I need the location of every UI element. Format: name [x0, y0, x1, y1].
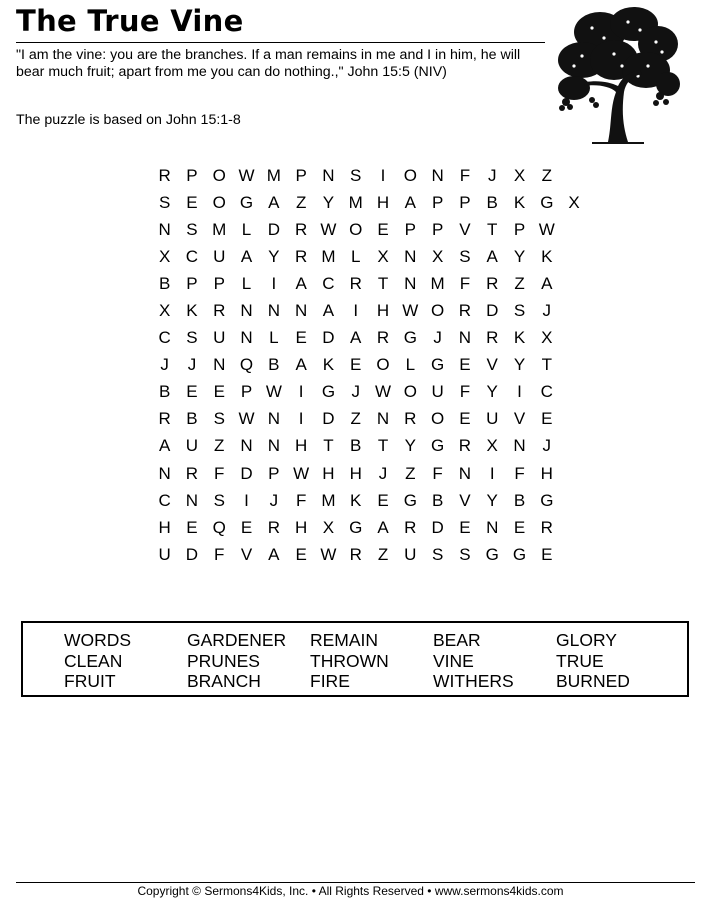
grid-letter[interactable]: D	[431, 517, 444, 537]
grid-letter[interactable]: Y	[404, 436, 416, 456]
grid-letter[interactable]: I	[244, 490, 249, 510]
grid-letter[interactable]: E	[186, 517, 198, 537]
grid-letter[interactable]: V	[486, 355, 498, 375]
grid-row	[151, 162, 588, 189]
grid-letter[interactable]: N	[240, 328, 253, 348]
grid-letter[interactable]: M	[266, 165, 281, 185]
grid-letter[interactable]: J	[378, 463, 388, 483]
grid-letter[interactable]: M	[321, 490, 336, 510]
grid-letter[interactable]: Y	[513, 246, 526, 266]
grid-letter[interactable]: N	[431, 165, 444, 185]
grid-letter[interactable]: D	[322, 409, 335, 429]
grid-letter[interactable]: S	[459, 246, 471, 266]
grid-letter[interactable]: S	[186, 328, 198, 348]
grid-letter[interactable]: W	[320, 544, 337, 564]
grid-letter[interactable]: U	[213, 328, 226, 348]
grid-letter[interactable]: F	[295, 490, 307, 510]
grid-letter[interactable]: W	[375, 382, 392, 402]
scripture-quote: "I am the vine: you are the branches. If a man remains in me and I in him, he will bear much fruit; apart from me you can do nothing.," John 15:5 (NIV)	[16, 47, 521, 80]
grid-letter[interactable]: P	[268, 463, 280, 483]
grid-letter[interactable]: O	[212, 165, 226, 185]
grid-letter[interactable]: N	[486, 517, 499, 537]
grid-letter[interactable]: H	[540, 463, 553, 483]
grid-letter[interactable]: G	[321, 382, 336, 402]
grid-letter[interactable]: N	[458, 463, 472, 483]
grid-letter[interactable]: H	[376, 301, 390, 321]
grid-letter[interactable]: U	[431, 382, 444, 402]
grid-letter[interactable]: H	[322, 463, 335, 483]
word-bank-item: WORDS	[64, 630, 132, 650]
grid-letter[interactable]: M	[430, 273, 445, 293]
grid-letter[interactable]: J	[351, 382, 360, 402]
grid-letter[interactable]: E	[295, 544, 307, 564]
grid-letter[interactable]: A	[158, 436, 171, 456]
word-bank-item: BEAR	[433, 630, 481, 650]
grid-letter[interactable]: K	[322, 355, 335, 375]
grid-letter[interactable]: D	[322, 328, 335, 348]
grid-letter[interactable]: J	[542, 436, 552, 456]
grid-letter[interactable]: L	[350, 246, 361, 266]
grid-letter[interactable]: N	[213, 355, 226, 375]
grid-letter[interactable]: B	[158, 273, 171, 293]
grid-letter[interactable]: X	[568, 192, 580, 212]
grid-letter[interactable]: T	[323, 436, 334, 456]
grid-letter[interactable]: Y	[486, 490, 498, 510]
grid-letter[interactable]: R	[294, 246, 308, 266]
grid-letter[interactable]: N	[404, 273, 417, 293]
grid-letter[interactable]: E	[186, 382, 198, 402]
title-divider	[16, 42, 545, 43]
grid-letter[interactable]: D	[240, 463, 253, 483]
grid-letter[interactable]: U	[486, 409, 499, 429]
grid-letter[interactable]: N	[458, 328, 472, 348]
grid-row	[151, 352, 588, 379]
grid-letter[interactable]: O	[403, 165, 417, 185]
grid-letter[interactable]: K	[186, 301, 198, 321]
grid-letter[interactable]: N	[376, 409, 390, 429]
grid-letter[interactable]: T	[487, 219, 498, 239]
grid-letter[interactable]: G	[540, 192, 554, 212]
grid-row	[151, 514, 588, 541]
grid-letter[interactable]: R	[158, 409, 171, 429]
grid-letter[interactable]: X	[541, 328, 553, 348]
grid-letter[interactable]: F	[514, 463, 525, 483]
word-bank-item: WITHERS	[433, 671, 514, 692]
grid-letter[interactable]: C	[158, 328, 171, 348]
grid-letter[interactable]: E	[459, 517, 471, 537]
grid-row	[151, 487, 588, 514]
grid-letter[interactable]: I	[353, 301, 359, 321]
grid-letter[interactable]: G	[431, 436, 445, 456]
grid-letter[interactable]: E	[541, 409, 553, 429]
grid-letter[interactable]: A	[295, 355, 307, 375]
grid-letter[interactable]: X	[322, 517, 335, 537]
grid-letter[interactable]: X	[377, 246, 389, 266]
grid-letter[interactable]: C	[540, 382, 553, 402]
grid-letter[interactable]: W	[238, 409, 255, 429]
grid-letter[interactable]: R	[158, 165, 171, 185]
grid-letter[interactable]: T	[541, 355, 552, 375]
grid-letter[interactable]: A	[322, 301, 335, 321]
grid-letter[interactable]: N	[185, 490, 199, 510]
grid-letter[interactable]: Z	[514, 273, 525, 293]
grid-letter[interactable]: H	[294, 517, 308, 537]
grid-letter[interactable]: R	[185, 463, 199, 483]
word-bank-column	[187, 630, 286, 692]
grid-letter[interactable]: H	[158, 517, 171, 537]
grid-letter[interactable]: O	[212, 192, 226, 212]
grid-letter[interactable]: B	[158, 382, 171, 402]
grid-letter[interactable]: B	[350, 436, 362, 456]
grid-letter[interactable]: S	[431, 544, 444, 564]
grid-letter[interactable]: V	[459, 219, 471, 239]
grid-letter[interactable]: A	[350, 328, 362, 348]
word-bank-column	[433, 630, 514, 692]
grid-letter[interactable]: F	[214, 463, 225, 483]
grid-letter[interactable]: A	[268, 192, 280, 212]
grid-letter[interactable]: F	[432, 463, 443, 483]
grid-letter[interactable]: N	[240, 301, 253, 321]
grid-letter[interactable]: G	[485, 544, 499, 564]
grid-letter[interactable]: C	[322, 273, 335, 293]
grid-letter[interactable]: J	[433, 328, 442, 348]
grid-letter[interactable]: N	[294, 301, 308, 321]
grid-letter[interactable]: E	[240, 517, 253, 537]
grid-letter[interactable]: P	[513, 219, 526, 239]
grid-letter[interactable]: V	[459, 490, 471, 510]
grid-letter[interactable]: W	[293, 463, 310, 483]
grid-letter[interactable]: D	[267, 219, 280, 239]
grid-letter[interactable]: E	[377, 219, 389, 239]
grid-letter[interactable]: G	[403, 490, 417, 510]
grid-letter[interactable]: L	[269, 328, 279, 348]
grid-letter[interactable]: S	[213, 490, 225, 510]
grid-letter[interactable]: R	[267, 517, 280, 537]
word-bank-column	[310, 630, 389, 692]
grid-letter[interactable]: I	[489, 463, 495, 483]
grid-letter[interactable]: W	[238, 165, 255, 185]
grid-letter[interactable]: H	[376, 192, 390, 212]
grid-letter[interactable]: I	[271, 273, 277, 293]
grid-letter[interactable]: W	[402, 301, 419, 321]
grid-letter[interactable]: W	[320, 219, 337, 239]
grid-letter[interactable]: U	[213, 246, 226, 266]
grid-letter[interactable]: J	[187, 355, 197, 375]
word-bank-item: BRANCH	[187, 671, 261, 692]
copyright-footer: Copyright © Sermons4Kids, Inc. • All Rights Reserved • www.sermons4kids.com	[137, 884, 564, 898]
grid-letter[interactable]: U	[404, 544, 417, 564]
grid-letter[interactable]: P	[431, 192, 444, 212]
grid-letter[interactable]: P	[186, 273, 198, 293]
grid-letter[interactable]: C	[158, 490, 171, 510]
grid-letter[interactable]: F	[459, 273, 471, 293]
grid-row	[151, 297, 588, 324]
grid-letter[interactable]: Y	[513, 355, 526, 375]
grid-letter[interactable]: G	[431, 355, 445, 375]
grid-letter[interactable]: N	[404, 246, 417, 266]
grid-letter[interactable]: H	[349, 463, 362, 483]
grid-letter[interactable]: N	[513, 436, 526, 456]
grid-letter[interactable]: S	[213, 409, 225, 429]
grid-letter[interactable]: S	[350, 165, 362, 185]
grid-letter[interactable]: R	[458, 301, 472, 321]
grid-letter[interactable]: Y	[268, 246, 280, 266]
grid-letter[interactable]: I	[517, 382, 522, 402]
vine-tree-icon	[552, 4, 682, 144]
grid-row	[151, 406, 588, 433]
grid-letter[interactable]: X	[431, 246, 444, 266]
footer-divider	[16, 882, 695, 883]
grid-letter[interactable]: K	[513, 328, 526, 348]
grid-letter[interactable]: D	[185, 544, 199, 564]
grid-letter[interactable]: R	[486, 328, 499, 348]
grid-letter[interactable]: G	[540, 490, 554, 510]
grid-letter[interactable]: L	[405, 355, 416, 375]
grid-letter[interactable]: P	[213, 273, 225, 293]
grid-letter[interactable]: M	[321, 246, 336, 266]
word-bank-item: PRUNES	[187, 650, 260, 671]
grid-row	[151, 379, 588, 406]
grid-letter[interactable]: R	[349, 273, 362, 293]
word-bank	[21, 621, 689, 697]
grid-letter[interactable]: P	[459, 192, 471, 212]
grid-row	[151, 243, 588, 270]
word-bank-column	[556, 630, 630, 692]
grid-letter[interactable]: A	[295, 273, 307, 293]
grid-letter[interactable]: Z	[377, 544, 389, 564]
puzzle-basis-note: The puzzle is based on John 15:1-8	[16, 112, 241, 128]
grid-letter[interactable]: G	[239, 192, 254, 212]
word-bank-item: CLEAN	[64, 650, 123, 671]
grid-letter[interactable]: I	[298, 409, 304, 429]
grid-letter[interactable]: R	[349, 544, 362, 564]
grid-letter[interactable]: F	[459, 165, 471, 185]
grid-letter[interactable]: V	[240, 544, 253, 564]
grid-letter[interactable]: O	[403, 382, 417, 402]
grid-letter[interactable]: T	[377, 436, 389, 456]
grid-letter[interactable]: P	[240, 382, 253, 402]
grid-letter[interactable]: X	[158, 246, 171, 266]
grid-letter[interactable]: E	[459, 409, 471, 429]
grid-letter[interactable]: N	[267, 409, 280, 429]
grid-letter[interactable]: A	[240, 246, 253, 266]
grid-letter[interactable]: R	[404, 517, 417, 537]
word-bank-item: REMAIN	[310, 630, 379, 650]
grid-letter[interactable]: F	[214, 544, 225, 564]
grid-letter[interactable]: A	[486, 246, 498, 266]
grid-letter[interactable]: E	[541, 544, 553, 564]
grid-letter[interactable]: R	[404, 409, 417, 429]
word-bank-column	[64, 630, 131, 692]
word-bank-item: GARDENER	[187, 630, 287, 650]
grid-letter[interactable]: G	[349, 517, 363, 537]
grid-letter[interactable]: N	[240, 436, 253, 456]
grid-letter[interactable]: G	[512, 544, 527, 564]
grid-letter[interactable]: E	[459, 355, 471, 375]
grid-letter[interactable]: P	[295, 165, 307, 185]
grid-letter[interactable]: O	[431, 301, 445, 321]
grid-letter[interactable]: Z	[405, 463, 416, 483]
grid-letter[interactable]: E	[377, 490, 389, 510]
grid-letter[interactable]: J	[487, 165, 497, 185]
grid-row	[151, 541, 588, 568]
grid-letter[interactable]: B	[186, 409, 198, 429]
grid-letter[interactable]: N	[267, 301, 280, 321]
page-title: The True Vine	[16, 4, 244, 38]
grid-letter[interactable]: B	[431, 490, 444, 510]
grid-letter[interactable]: E	[295, 328, 307, 348]
grid-letter[interactable]: R	[540, 517, 553, 537]
grid-letter[interactable]: N	[322, 165, 335, 185]
grid-letter[interactable]: S	[186, 219, 198, 239]
grid-letter[interactable]: U	[158, 544, 171, 564]
grid-letter[interactable]: B	[268, 355, 280, 375]
grid-letter[interactable]: O	[376, 355, 390, 375]
grid-letter[interactable]: E	[350, 355, 362, 375]
grid-letter[interactable]: Q	[212, 517, 226, 537]
grid-letter[interactable]: X	[513, 165, 526, 185]
grid-letter[interactable]: Z	[350, 409, 361, 429]
grid-row	[151, 216, 588, 243]
grid-letter[interactable]: X	[158, 301, 171, 321]
word-bank-item: FIRE	[310, 671, 350, 692]
grid-letter[interactable]: R	[294, 219, 308, 239]
grid-letter[interactable]: D	[486, 301, 499, 321]
word-bank-item: VINE	[433, 650, 474, 671]
grid-letter[interactable]: N	[267, 436, 280, 456]
grid-letter[interactable]: L	[241, 273, 252, 293]
grid-letter[interactable]: R	[486, 273, 499, 293]
grid-row	[151, 325, 588, 352]
grid-letter[interactable]: C	[185, 246, 199, 266]
grid-letter[interactable]: S	[459, 544, 471, 564]
grid-letter[interactable]: L	[241, 219, 252, 239]
grid-letter[interactable]: S	[158, 192, 171, 212]
grid-letter[interactable]: W	[538, 219, 555, 239]
grid-letter[interactable]: Q	[239, 355, 254, 375]
grid-letter[interactable]: X	[486, 436, 498, 456]
word-bank-item: THROWN	[310, 650, 389, 671]
grid-letter[interactable]: N	[158, 463, 171, 483]
grid-letter[interactable]: J	[160, 355, 169, 375]
grid-letter[interactable]: M	[212, 219, 227, 239]
grid-letter[interactable]: B	[513, 490, 526, 510]
grid-letter[interactable]: A	[541, 273, 553, 293]
grid-letter[interactable]: F	[459, 382, 471, 402]
grid-letter[interactable]: A	[404, 192, 416, 212]
grid-letter[interactable]: T	[377, 273, 389, 293]
grid-letter[interactable]: E	[513, 517, 526, 537]
grid-letter[interactable]: Z	[541, 165, 552, 185]
word-bank-item: TRUE	[556, 650, 604, 671]
grid-letter[interactable]: M	[348, 192, 363, 212]
grid-letter[interactable]: I	[380, 165, 386, 185]
grid-letter[interactable]: K	[350, 490, 362, 510]
grid-letter[interactable]: J	[269, 490, 279, 510]
word-bank-item: GLORY	[556, 630, 617, 650]
grid-letter[interactable]: W	[265, 382, 282, 402]
word-search-grid[interactable]	[151, 162, 588, 568]
grid-row	[151, 433, 588, 460]
grid-letter[interactable]: A	[268, 544, 280, 564]
grid-letter[interactable]: E	[213, 382, 225, 402]
grid-letter[interactable]: H	[294, 436, 308, 456]
grid-letter[interactable]: B	[486, 192, 498, 212]
grid-letter[interactable]: P	[186, 165, 198, 185]
grid-letter[interactable]: Z	[295, 192, 307, 212]
grid-letter[interactable]: R	[213, 301, 226, 321]
grid-letter[interactable]: R	[458, 436, 472, 456]
grid-letter[interactable]: Y	[486, 382, 498, 402]
grid-row	[151, 270, 588, 297]
grid-row	[151, 460, 588, 487]
grid-letter[interactable]: O	[349, 219, 363, 239]
grid-letter[interactable]: S	[513, 301, 526, 321]
grid-row	[151, 189, 588, 216]
word-bank-item: BURNED	[556, 671, 630, 692]
grid-letter[interactable]: A	[377, 517, 389, 537]
grid-letter[interactable]: G	[403, 328, 417, 348]
grid-letter[interactable]: V	[513, 409, 526, 429]
grid-letter[interactable]: Z	[214, 436, 225, 456]
grid-letter[interactable]: Y	[322, 192, 335, 212]
grid-letter[interactable]: N	[158, 219, 171, 239]
grid-letter[interactable]: J	[542, 301, 552, 321]
grid-letter[interactable]: P	[431, 219, 444, 239]
grid-letter[interactable]: O	[431, 409, 445, 429]
grid-letter[interactable]: E	[186, 192, 198, 212]
grid-letter[interactable]: K	[513, 192, 526, 212]
grid-letter[interactable]: U	[185, 436, 199, 456]
grid-letter[interactable]: P	[404, 219, 416, 239]
word-bank-item: FRUIT	[64, 671, 116, 692]
grid-letter[interactable]: I	[298, 382, 304, 402]
grid-letter[interactable]: K	[541, 246, 553, 266]
grid-letter[interactable]: R	[376, 328, 390, 348]
